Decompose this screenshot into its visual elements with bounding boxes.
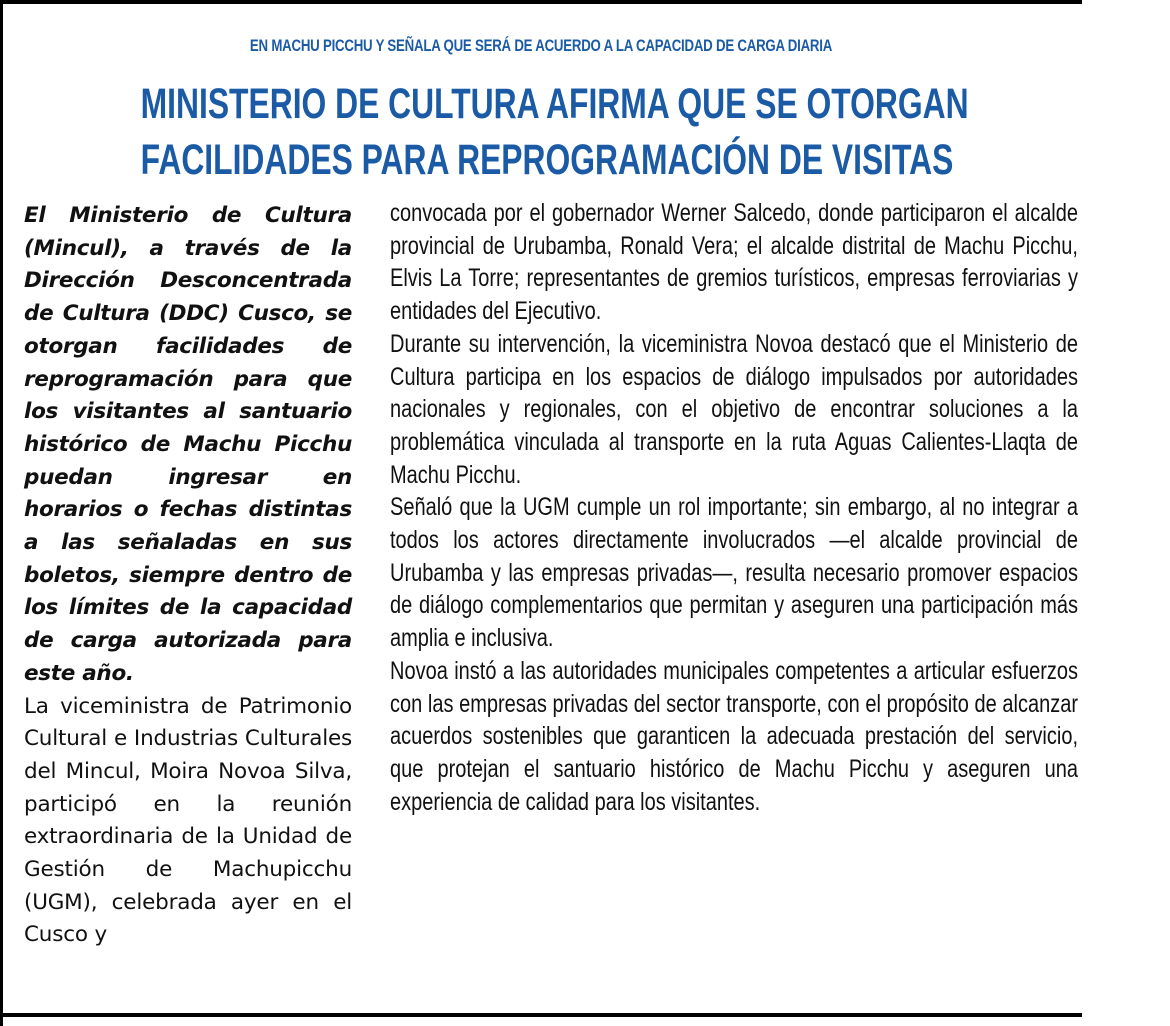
headline-line-2: FACILIDADES PARA REPROGRAMACIÓN DE VISITAS xyxy=(140,136,954,184)
article-paragraph: convocada por el gobernador Werner Salcedo, donde participaron el alcalde provincial de Urubamba, Ronald Vera; el alcalde distrital de Machu Picchu, Elvis La Torre; representantes de gremios turísticos, empresas ferroviarias y entidades del Ejecutivo. xyxy=(390,199,1078,326)
left-column xyxy=(24,200,352,952)
article-lead: El Ministerio de Cultura (Mincul), a través de la Dirección Desconcentrada de Cultura (DDC) Cusco, se otorgan facilidades de reprogramación para que los visitantes al santuario histórico de Machu Picchu puedan ingresar en horarios o fechas distintas a las señaladas en sus boletos, siempre dentro de los límites de la capacidad de carga autorizada para este año. xyxy=(24,203,352,686)
headline-line-1: MINISTERIO DE CULTURA AFIRMA QUE SE OTORGAN xyxy=(140,80,969,128)
top-rule xyxy=(0,0,1082,4)
article-kicker: EN MACHU PICCHU Y SEÑALA QUE SERÁ DE ACUERDO A LA CAPACIDAD DE CARGA DIARIA xyxy=(249,36,833,55)
article-paragraph: Durante su intervención, la viceministra Novoa destacó que el Ministerio de Cultura participa en los espacios de diálogo impulsados por autoridades nacionales y regionales, con el objetivo de encontrar soluciones a la problemática vinculada al transporte en la ruta Aguas Calientes-Llaqta de Machu Picchu. xyxy=(390,329,1078,489)
article-paragraph: La viceministra de Patrimonio Cultural e Industrias Culturales del Mincul, Moira Novoa Silva, participó en la reunión extraordinaria de la Unidad de Gestión de Machupicchu (UGM), celebrada ayer en el Cusco y xyxy=(24,693,352,948)
article-headline xyxy=(140,76,969,188)
left-rule xyxy=(0,0,3,1026)
right-column xyxy=(390,197,1086,818)
article-paragraph: Novoa instó a las autoridades municipales competentes a articular esfuerzos con las empresas privadas del sector transporte, con el propósito de alcanzar acuerdos sostenibles que garanticen la adecuada prestación del servicio, que protejan el santuario histórico de Machu Picchu y aseguren una experiencia de calidad para los visitantes. xyxy=(390,656,1078,816)
bottom-rule xyxy=(0,1013,1082,1017)
article-paragraph: Señaló que la UGM cumple un rol importante; sin embargo, al no integrar a todos los actores directamente involucrados —el alcalde provincial de Urubamba y las empresas privadas—, resulta necesario promover espacios de diálogo complementarios que permitan y aseguren una participación más amplia e inclusiva. xyxy=(390,493,1078,653)
